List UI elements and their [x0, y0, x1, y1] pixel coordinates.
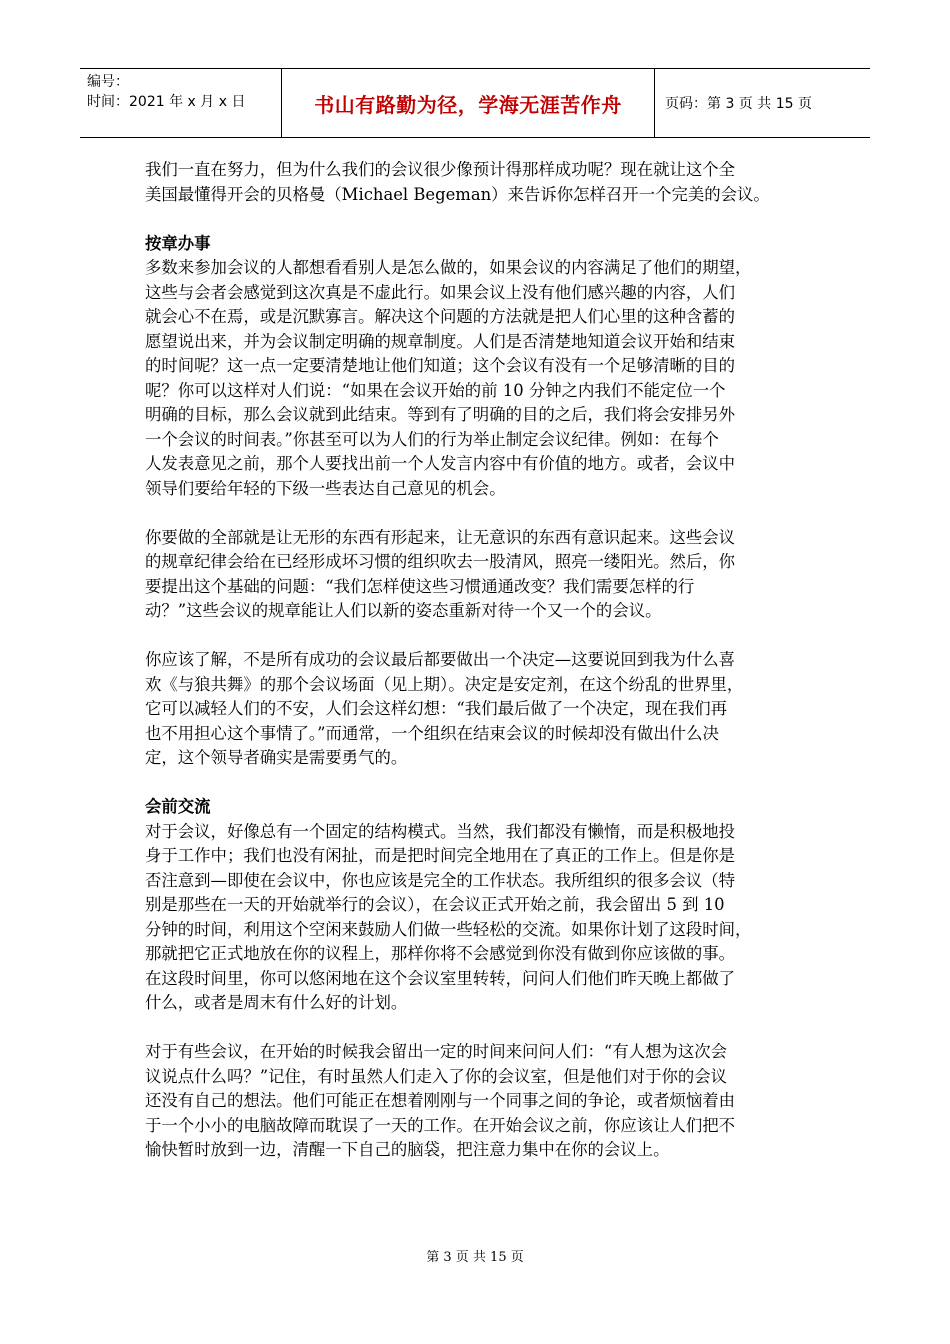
text-line: 什么，或者是周末有什么好的计划。 — [145, 993, 408, 1012]
section1-paragraph-2 — [145, 526, 817, 624]
text-line: 多数来参加会议的人都想看看别人是怎么做的，如果会议的内容满足了他们的期望， — [145, 258, 752, 277]
text-line: 在这段时间里，你可以悠闲地在这个会议室里转转，问问人们他们昨天晚上都做了 — [145, 968, 736, 988]
text-line: 就会心不在焉，或是沉默寡言。解决这个问题的方法就是把人们心里的这种含蓄的 — [145, 307, 736, 326]
page-footer: 第 3 页 共 15 页 — [426, 1250, 524, 1265]
header-page-label: 页码：第 3 页 共 15 页 — [665, 96, 812, 112]
text-line: 对于有些会议，在开始的时候我会留出一定的时间来问问人们：“有人想为这次会 — [145, 1042, 728, 1061]
header-motto: 书山有路勤为径，学海无涯苦作舟 — [282, 69, 655, 137]
text-line: 的规章纪律会给在已经形成坏习惯的组织吹去一股清风，照亮一缕阳光。然后，你 — [145, 552, 736, 571]
text-line: 动？”这些会议的规章能让人们以新的姿态重新对待一个又一个的会议。 — [145, 601, 662, 620]
text-line: 它可以减轻人们的不安，人们会这样幻想：“我们最后做了一个决定，现在我们再 — [145, 699, 728, 718]
intro-paragraph — [145, 158, 817, 207]
text-line: 的时间呢？这一点一定要清楚地让他们知道；这个会议有没有一个足够清晰的目的 — [145, 356, 736, 375]
text-line: 分钟的时间，利用这个空闲来鼓励人们做一些轻松的交流。如果你计划了这段时间， — [145, 919, 752, 939]
section-heading-rules: 按章办事 — [145, 233, 211, 253]
text-line: 你应该了解，不是所有成功的会议最后都要做出一个决定—这要说回到我为什么喜 — [145, 650, 736, 669]
header-meta — [80, 69, 282, 137]
text-line: 于一个小小的电脑故障而耽误了一天的工作。在开始会议之前，你应该让人们把不 — [145, 1115, 736, 1135]
text-line: 愿望说出来，并为会议制定明确的规章制度。人们是否清楚地知道会议开始和结束 — [145, 331, 736, 351]
section2-paragraph-1 — [145, 820, 817, 1016]
text-line: 美国最懂得开会的贝格曼（Michael Begeman）来告诉你怎样召开一个完美的会议。 — [145, 184, 770, 204]
text-line: 定，这个领导者确实是需要勇气的。 — [145, 748, 408, 767]
text-line: 要提出这个基础的问题：“我们怎样使这些习惯通通改变？我们需要怎样的行 — [145, 576, 695, 596]
text-line: 愉快暂时放到一边，清醒一下自己的脑袋，把注意力集中在你的会议上。 — [145, 1140, 670, 1159]
text-line: 这些与会者会感觉到这次真是不虚此行。如果会议上没有他们感兴趣的内容，人们 — [145, 282, 736, 302]
text-line: 议说点什么吗？”记住，有时虽然人们走入了你的会议室，但是他们对于你的会议 — [145, 1066, 728, 1086]
document-date-label: 时间：2021 年 x 月 x 日 — [87, 94, 246, 110]
text-line: 我们一直在努力，但为什么我们的会议很少像预计得那样成功呢？现在就让这个全 — [145, 160, 736, 179]
page-header — [80, 68, 870, 138]
text-line: 否注意到—即使在会议中，你也应该是完全的工作状态。我所组织的很多会议（特 — [145, 870, 736, 890]
text-line: 明确的目标，那么会议就到此结束。等到有了明确的目的之后，我们将会安排另外 — [145, 405, 736, 424]
text-line: 也不用担心这个事情了。”而通常，一个组织在结束会议的时候却没有做出什么决 — [145, 723, 719, 743]
text-line: 人发表意见之前，那个人要找出前一个人发言内容中有价值的地方。或者，会议中 — [145, 454, 736, 473]
document-body — [145, 158, 817, 1187]
text-line: 对于会议，好像总有一个固定的结构模式。当然，我们都没有懒惰，而是积极地投 — [145, 821, 736, 841]
text-line: 身于工作中；我们也没有闲扯，而是把时间完全地用在了真正的工作上。但是你是 — [145, 846, 736, 865]
text-line: 呢？你可以这样对人们说：“如果在会议开始的前 10 分钟之内我们不能定位一个 — [145, 380, 726, 400]
text-line: 领导们要给年轻的下级一些表达自己意见的机会。 — [145, 478, 506, 498]
document-number-label: 编号： — [87, 74, 129, 90]
section1-paragraph-1 — [145, 256, 817, 501]
text-line: 那就把它正式地放在你的议程上，那样你将不会感觉到你没有做到你应该做的事。 — [145, 944, 736, 963]
text-line: 还没有自己的想法。他们可能正在想着刚刚与一个同事之间的争论，或者烦恼着由 — [145, 1091, 736, 1110]
text-line: 欢《与狼共舞》的那个会议场面（见上期）。决定是安定剂，在这个纷乱的世界里， — [145, 674, 744, 694]
text-line: 一个会议的时间表。”你甚至可以为人们的行为举止制定会议纪律。例如：在每个 — [145, 429, 719, 449]
section-heading-pre-meeting: 会前交流 — [145, 797, 211, 816]
section2-paragraph-2 — [145, 1040, 817, 1163]
text-line: 你要做的全部就是让无形的东西有形起来，让无意识的东西有意识起来。这些会议 — [145, 527, 736, 547]
section1-paragraph-3 — [145, 648, 817, 771]
text-line: 别是那些在一天的开始就举行的会议），在会议正式开始之前，我会留出 5 到 10 — [145, 895, 725, 914]
